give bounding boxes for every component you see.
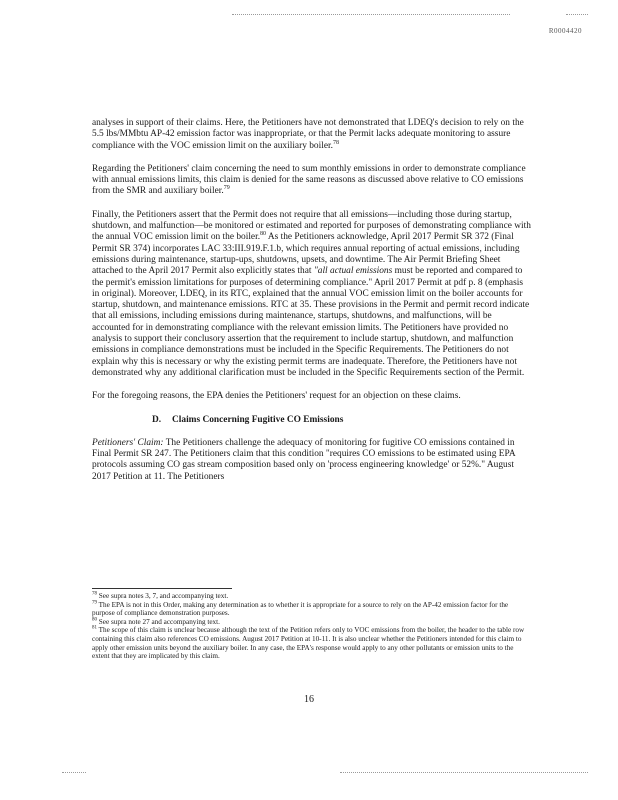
bottom-dotted-line-left: [62, 772, 86, 773]
footnote: $^{80}$ See supra note 27 and accompanying text.: [92, 617, 220, 626]
claim-paragraph: Petitioners' Claim: The Petitioners challenge the adequacy of monitoring for fugitive CO emissions contained in Final Permit SR 247. The Petitioners claim that this condition "requires CO emissions to be estimated using EPA protocols assuming CO gas stream composition based only on 'process engineering knowledge' or 52%." August 2017 Petition at 11. The Petitioners: [92, 437, 516, 482]
paragraph-1: analyses in support of their claims. Here, the Petitioners have not demonstrated that LDEQ's decision to rely on the 5.5 lbs/MMbtu AP-42 emission factor was inappropriate, or that the Permit lacks adequate monitoring to assure compliance with the VOC emission limit on the auxiliary boiler.$^{78}$: [92, 118, 524, 151]
footnote: $^{79}$ The EPA is not in this Order, making any determination as to whether it is appropriate for a source to rely on the AP-42 emission factor for the purpose of compliance demonstration purposes.: [92, 600, 509, 618]
footnote: $^{81}$ The scope of this claim is unclear because although the text of the Petition refers only to VOC emissions from the boiler, the header to the table row containing this claim also references CO emissions. August 2017 Petition at 10-11. It is also unclear whether the Petitioners intended for this claim to apply other emission units beyond the auxiliary boiler. In any case, the EPA's response would apply to any other pollutants or emission units to the extent that they are implicated by this claim.: [92, 625, 525, 661]
document-body: [92, 118, 532, 483]
footnotes: [92, 588, 532, 661]
paragraph-4: For the foregoing reasons, the EPA denies the Petitioners' request for an objection on these claims.: [92, 391, 461, 402]
footnote-separator: [92, 588, 232, 589]
paragraph-3: Finally, the Petitioners assert that the Permit does not require that all emissions—including those during startup, shutdown, and malfunction—be monitored or estimated and reported for purposes of demonstrating compliance with the annual VOC emission limit on the boiler.$^{80}$ As the Petitioners acknowledge, April 2017 Permit SR 372 (Final Permit SR 374) incorporates LAC 33:III.919.F.1.b, which requires annual reporting of actual emissions, including emissions during maintenance, startup-ups, shutdowns, upsets, and downtime. The Air Permit Briefing Sheet attached to the April 2017 Permit also explicitly states that "all actual emissions must be reported and compared to the permit's emission limitations for purposes of determining compliance." April 2017 Permit at pdf p. 8 (emphasis in original). Moreover, LDEQ, in its RTC, explained that the annual VOC emission limit on the boiler accounts for startup, shutdown, and maintenance emissions. RTC at 35. These provisions in the Permit and permit record indicate that all emissions, including emissions during maintenance, startups, shutdowns, and malfunctions, will be accounted for in demonstrating compliance with the relevant emission limits. The Petitioners have provided no analysis to support their conclusory assertion that the requirement to include startup, shutdown, and malfunction emissions in compliance demonstrations must be included in the Specific Requirements. The Petitioners do not explain why this is necessary or why the existing permit terms are inadequate. Therefore, the Petitioners have not demonstrated why any additional clarification must be included in the Specific Requirements section of the Permit.: [92, 209, 531, 378]
footnote-ref: 79: [223, 185, 230, 192]
footnote-ref: 80: [260, 231, 267, 238]
footnote-ref: 78: [332, 139, 339, 146]
page-number: 16: [304, 694, 314, 705]
top-dotted-line: [232, 14, 510, 15]
claim-label: Petitioners' Claim:: [92, 437, 164, 448]
bates-number: R0004420: [548, 27, 582, 35]
section-heading: D. Claims Concerning Fugitive CO Emissions: [152, 414, 344, 425]
top-dotted-line-right: [566, 14, 588, 15]
bottom-dotted-line: [340, 772, 588, 773]
paragraph-2: Regarding the Petitioners' claim concerning the need to sum monthly emissions in order to demonstrate compliance with annual emissions limits, this claim is denied for the same reasons as discussed above relative to CO emissions from the SMR and auxiliary boiler.$^{79}$: [92, 163, 526, 197]
footnote: $^{78}$ See supra notes 3, 7, and accompanying text.: [92, 591, 229, 600]
